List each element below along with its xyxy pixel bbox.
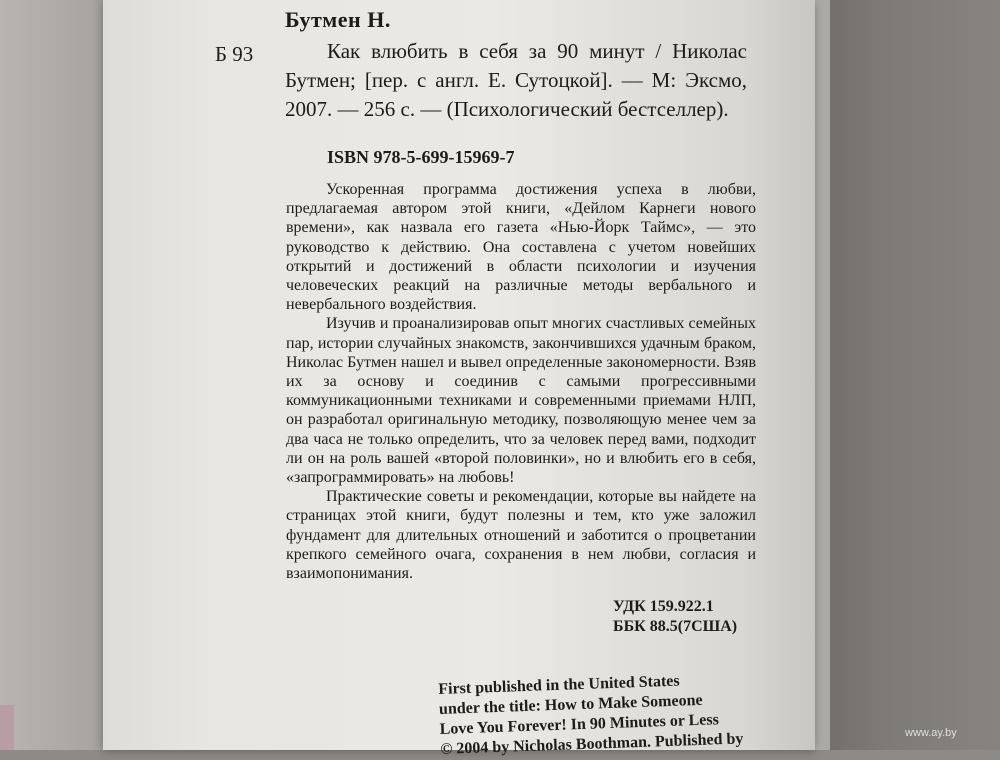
udk-code: УДК 159.922.1	[613, 598, 714, 615]
annotation-paragraph: Ускоренная программа достижения успеха в любви, предлагаемая автором этой книги, «Дейлом Карнеги нового времени», как назвала его газета «Нью-Йорк Таймс», — это руководство к действию. Она составлена с учетом новейших открытий и достижений в области психологии и изучения человеческих реакций на различные методы вербального и невербального воздействия.	[286, 181, 756, 314]
annotation-paragraph: Изучив и проанализировав опыт многих счастливых семейных пар, истории случайных знакомств, закончившихся удачным браком, Николас Бутмен нашел и вывел определенные закономерности. Взяв их за основу и соединив с самыми прогрессивными коммуникационными техниками и современными приемами НЛП, он разработал оригинальную методику, позволяющую менее чем за два часа не только определить, что за человек перед вами, подходит ли он на роль вашей «второй половинки», но и влюбить его в себя, «запрограммировать» на любовь!	[286, 315, 756, 487]
background-right	[810, 0, 1000, 750]
classification-codes	[613, 597, 737, 637]
bbk-code: ББК 88.5(7США)	[613, 618, 738, 635]
annotation	[286, 180, 756, 583]
shelf-mark: Б 93	[215, 42, 254, 66]
publication-line: © 2004 by Nicholas Boothman. Published by	[440, 730, 744, 758]
annotation-paragraph: Практические советы и рекомендации, которые вы найдете на страницах этой книги, будут полезны и тем, кто уже заложил фундамент для длительных отношений и заботится о процветании крепкого семейного очага, сохранения в нем любви, согласия и взаимопонимания.	[286, 488, 756, 583]
publication-line: First published in the United States	[438, 672, 680, 698]
publication-line: under the title: How to Make Someone	[438, 691, 703, 718]
bibliographic-record: Как влюбить в себя за 90 минут / Николас Бутмен; [пер. с англ. Е. Сутоцкой]. — М: Эксмо, 2007. — 256 с. — (Психологический бестселлер).	[285, 39, 747, 121]
watermark: www.ay.by	[905, 727, 957, 739]
publication-line: Love You Forever! In 90 Minutes or Less	[439, 711, 720, 738]
original-publication-note	[438, 668, 771, 759]
isbn: ISBN 978-5-699-15969-7	[327, 147, 515, 167]
pink-object-corner	[0, 705, 14, 750]
book-page	[103, 0, 815, 758]
author-heading: Бутмен Н.	[285, 7, 391, 32]
